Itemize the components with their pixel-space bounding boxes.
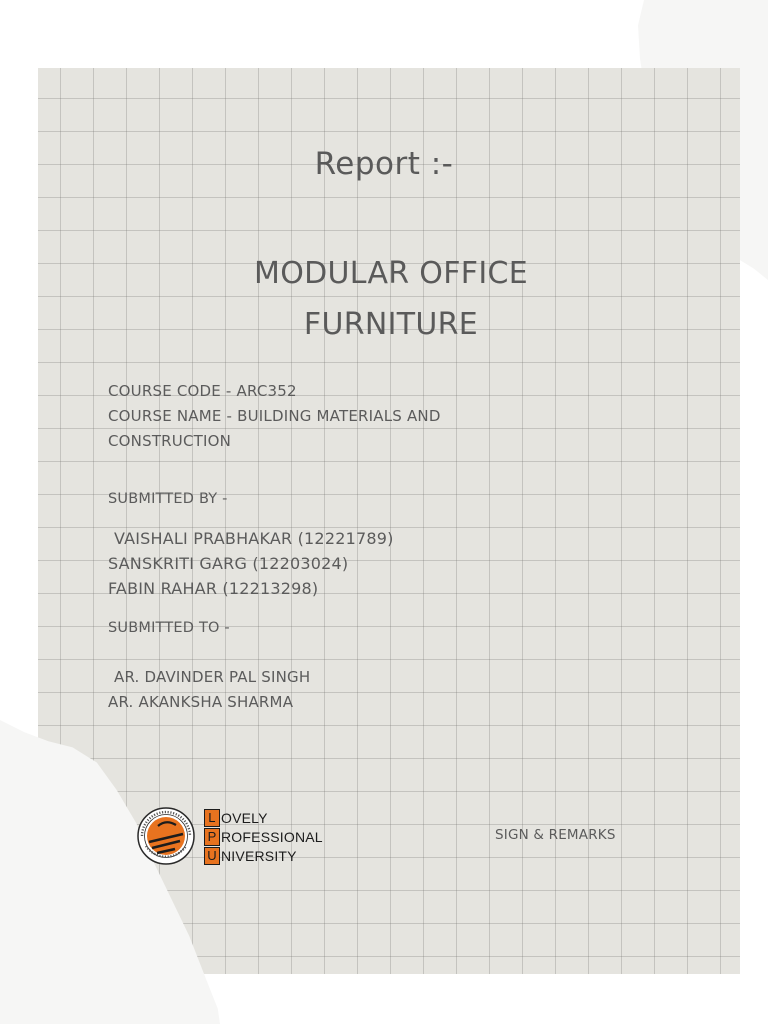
wordmark-text: OVELY	[221, 809, 268, 826]
submitted-by-list	[108, 526, 394, 601]
sign-and-remarks-label: SIGN & REMARKS	[495, 827, 616, 843]
university-seal-icon	[136, 806, 196, 866]
wordmark-initial: L	[204, 809, 220, 827]
course-name-line-2: CONSTRUCTION	[108, 432, 232, 450]
faculty-name: AR. AKANKSHA SHARMA	[108, 693, 294, 711]
university-logo	[136, 806, 323, 868]
submitted-by-label: SUBMITTED BY -	[108, 491, 228, 507]
student-name: VAISHALI PRABHAKAR (12221789)	[114, 529, 394, 548]
student-name: FABIN RAHAR (12213298)	[108, 579, 319, 598]
wordmark-row	[204, 846, 323, 865]
submitted-to-label: SUBMITTED TO -	[108, 620, 230, 636]
report-title	[0, 248, 768, 350]
university-wordmark	[204, 808, 323, 865]
course-info	[108, 379, 441, 454]
wordmark-row	[204, 808, 323, 827]
wordmark-initial: P	[204, 828, 220, 846]
course-code: COURSE CODE - ARC352	[108, 382, 297, 400]
report-label: Report :-	[314, 146, 454, 182]
title-line-2: FURNITURE	[303, 307, 479, 342]
course-name-line-1: COURSE NAME - BUILDING MATERIALS AND	[108, 407, 441, 425]
faculty-name: AR. DAVINDER PAL SINGH	[114, 668, 311, 686]
wordmark-row	[204, 827, 323, 846]
title-line-1: MODULAR OFFICE	[254, 256, 528, 291]
wordmark-text: NIVERSITY	[221, 847, 297, 864]
student-name: SANSKRITI GARG (12203024)	[108, 554, 349, 573]
wordmark-initial: U	[204, 847, 220, 865]
submitted-to-list	[108, 665, 310, 715]
wordmark-text: ROFESSIONAL	[221, 828, 323, 845]
